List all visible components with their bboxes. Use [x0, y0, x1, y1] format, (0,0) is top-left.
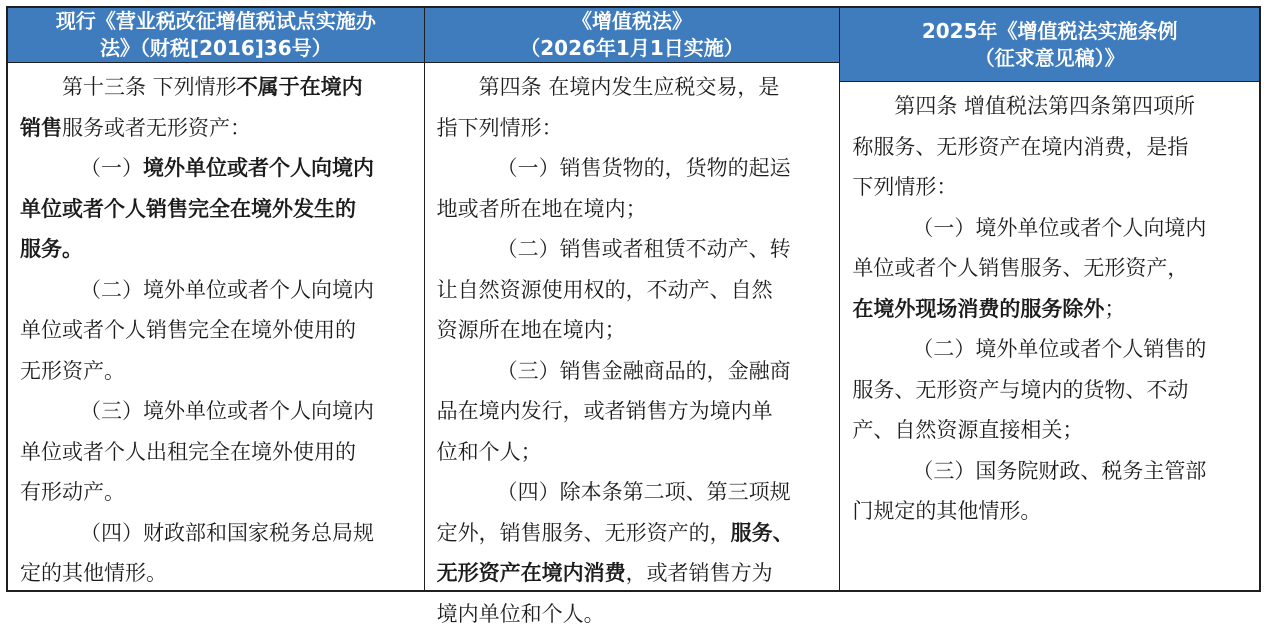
text-segment: （一）销售货物的，货物的起运	[497, 156, 791, 180]
comparison-table	[6, 6, 1261, 592]
text-line	[852, 127, 1251, 168]
column-body	[8, 63, 424, 594]
text-line	[20, 310, 416, 351]
bold-text: 单位或者个人销售完全在境外发生的	[20, 197, 356, 221]
text-line	[852, 167, 1251, 208]
text-segment: （三）国务院财政、税务主管部	[912, 459, 1206, 483]
text-segment: （四）财政部和国家税务总局规	[80, 521, 374, 545]
text-segment: 让自然资源使用权的，不动产、自然	[437, 278, 773, 302]
text-line	[852, 289, 1251, 330]
header-line: 现行《营业税改征增值税试点实施办	[56, 8, 376, 35]
text-segment: （三）境外单位或者个人向境内	[80, 399, 374, 423]
text-segment: （二）销售或者租赁不动产、转	[497, 237, 791, 261]
bold-text: 境外单位或者个人向境内	[143, 156, 374, 180]
column-vat-law	[424, 8, 840, 590]
text-segment: （二）境外单位或者个人向境内	[80, 278, 374, 302]
text-line	[20, 67, 416, 108]
text-segment: 服务、无形资产与境内的货物、不动	[852, 378, 1188, 402]
text-line	[20, 189, 416, 230]
column-current-pilot-measures	[8, 8, 424, 590]
text-segment: 产、自然资源直接相关；	[852, 418, 1083, 442]
text-segment: （四）除本条第二项、第三项规	[497, 480, 791, 504]
bold-text: 不属于在境内	[237, 75, 363, 99]
text-line	[437, 108, 832, 149]
text-segment: （二）境外单位或者个人销售的	[912, 337, 1206, 361]
text-line	[852, 370, 1251, 411]
text-segment: 指下列情形：	[437, 116, 563, 140]
column-header	[840, 8, 1259, 82]
text-line	[437, 513, 832, 554]
text-line	[852, 491, 1251, 532]
text-segment: 下列情形：	[852, 175, 957, 199]
text-segment: 单位或者个人销售服务、无形资产，	[852, 256, 1188, 280]
text-line	[20, 432, 416, 473]
header-line: （2026年1月1日实施）	[520, 35, 744, 62]
column-body	[425, 63, 840, 634]
text-line	[437, 594, 832, 634]
header-line: 《增值税法》	[572, 8, 692, 35]
text-segment: ，或者销售方为	[626, 561, 773, 585]
text-segment: 称服务、无形资产在境内消费，是指	[852, 135, 1188, 159]
column-header	[8, 8, 424, 63]
header-line: （征求意见稿）》	[975, 45, 1125, 72]
text-line	[437, 432, 832, 473]
bold-text: 在境外现场消费的服务除外	[852, 297, 1104, 321]
bold-text: 销售	[20, 116, 62, 140]
text-line	[437, 148, 832, 189]
text-line	[852, 451, 1251, 492]
text-segment: 第十三条 下列情形	[62, 75, 237, 99]
header-line: 法》（财税[2016]36号）	[100, 35, 332, 62]
text-line	[852, 329, 1251, 370]
text-line	[437, 472, 832, 513]
text-line	[437, 391, 832, 432]
text-line	[20, 513, 416, 554]
bold-text: 服务、	[731, 521, 794, 545]
bold-text: 服务。	[20, 237, 83, 261]
text-line	[437, 67, 832, 108]
column-header	[425, 8, 840, 63]
text-segment: 境内单位和个人。	[437, 602, 605, 626]
text-segment: 品在境内发行，或者销售方为境内单	[437, 399, 773, 423]
text-line	[852, 86, 1251, 127]
text-line	[852, 410, 1251, 451]
text-line	[437, 310, 832, 351]
bold-text: 无形资产在境内消费	[437, 561, 626, 585]
text-line	[437, 229, 832, 270]
text-segment: 单位或者个人销售完全在境外使用的	[20, 318, 356, 342]
header-line: 2025年《增值税法实施条例	[922, 18, 1178, 45]
text-line	[20, 472, 416, 513]
text-line	[20, 270, 416, 311]
text-segment: 服务或者无形资产：	[62, 116, 251, 140]
text-segment: 定的其他情形。	[20, 561, 167, 585]
text-line	[852, 248, 1251, 289]
column-body	[840, 82, 1259, 590]
text-segment: 单位或者个人出租完全在境外使用的	[20, 440, 356, 464]
text-segment: 位和个人；	[437, 440, 542, 464]
text-segment: 资源所在地在境内；	[437, 318, 626, 342]
text-line	[437, 351, 832, 392]
text-line	[20, 391, 416, 432]
text-line	[437, 189, 832, 230]
text-line	[437, 553, 832, 594]
text-segment: 第四条 增值税法第四条第四项所	[894, 94, 1195, 118]
text-line	[20, 553, 416, 594]
text-line	[20, 148, 416, 189]
text-segment: 无形资产。	[20, 359, 125, 383]
text-segment: 门规定的其他情形。	[852, 499, 1041, 523]
text-segment: （一）	[80, 156, 143, 180]
text-segment: （三）销售金融商品的，金融商	[497, 359, 791, 383]
text-segment: 地或者所在地在境内；	[437, 197, 647, 221]
text-line	[437, 270, 832, 311]
text-segment: （一）境外单位或者个人向境内	[912, 216, 1206, 240]
text-line	[20, 351, 416, 392]
text-line	[20, 108, 416, 149]
column-implementing-regulations-draft	[839, 8, 1259, 590]
text-segment: 定外，销售服务、无形资产的，	[437, 521, 731, 545]
text-segment: ；	[1104, 297, 1125, 321]
text-line	[20, 229, 416, 270]
text-segment: 第四条 在境内发生应税交易，是	[479, 75, 780, 99]
text-line	[852, 208, 1251, 249]
text-segment: 有形动产。	[20, 480, 125, 504]
